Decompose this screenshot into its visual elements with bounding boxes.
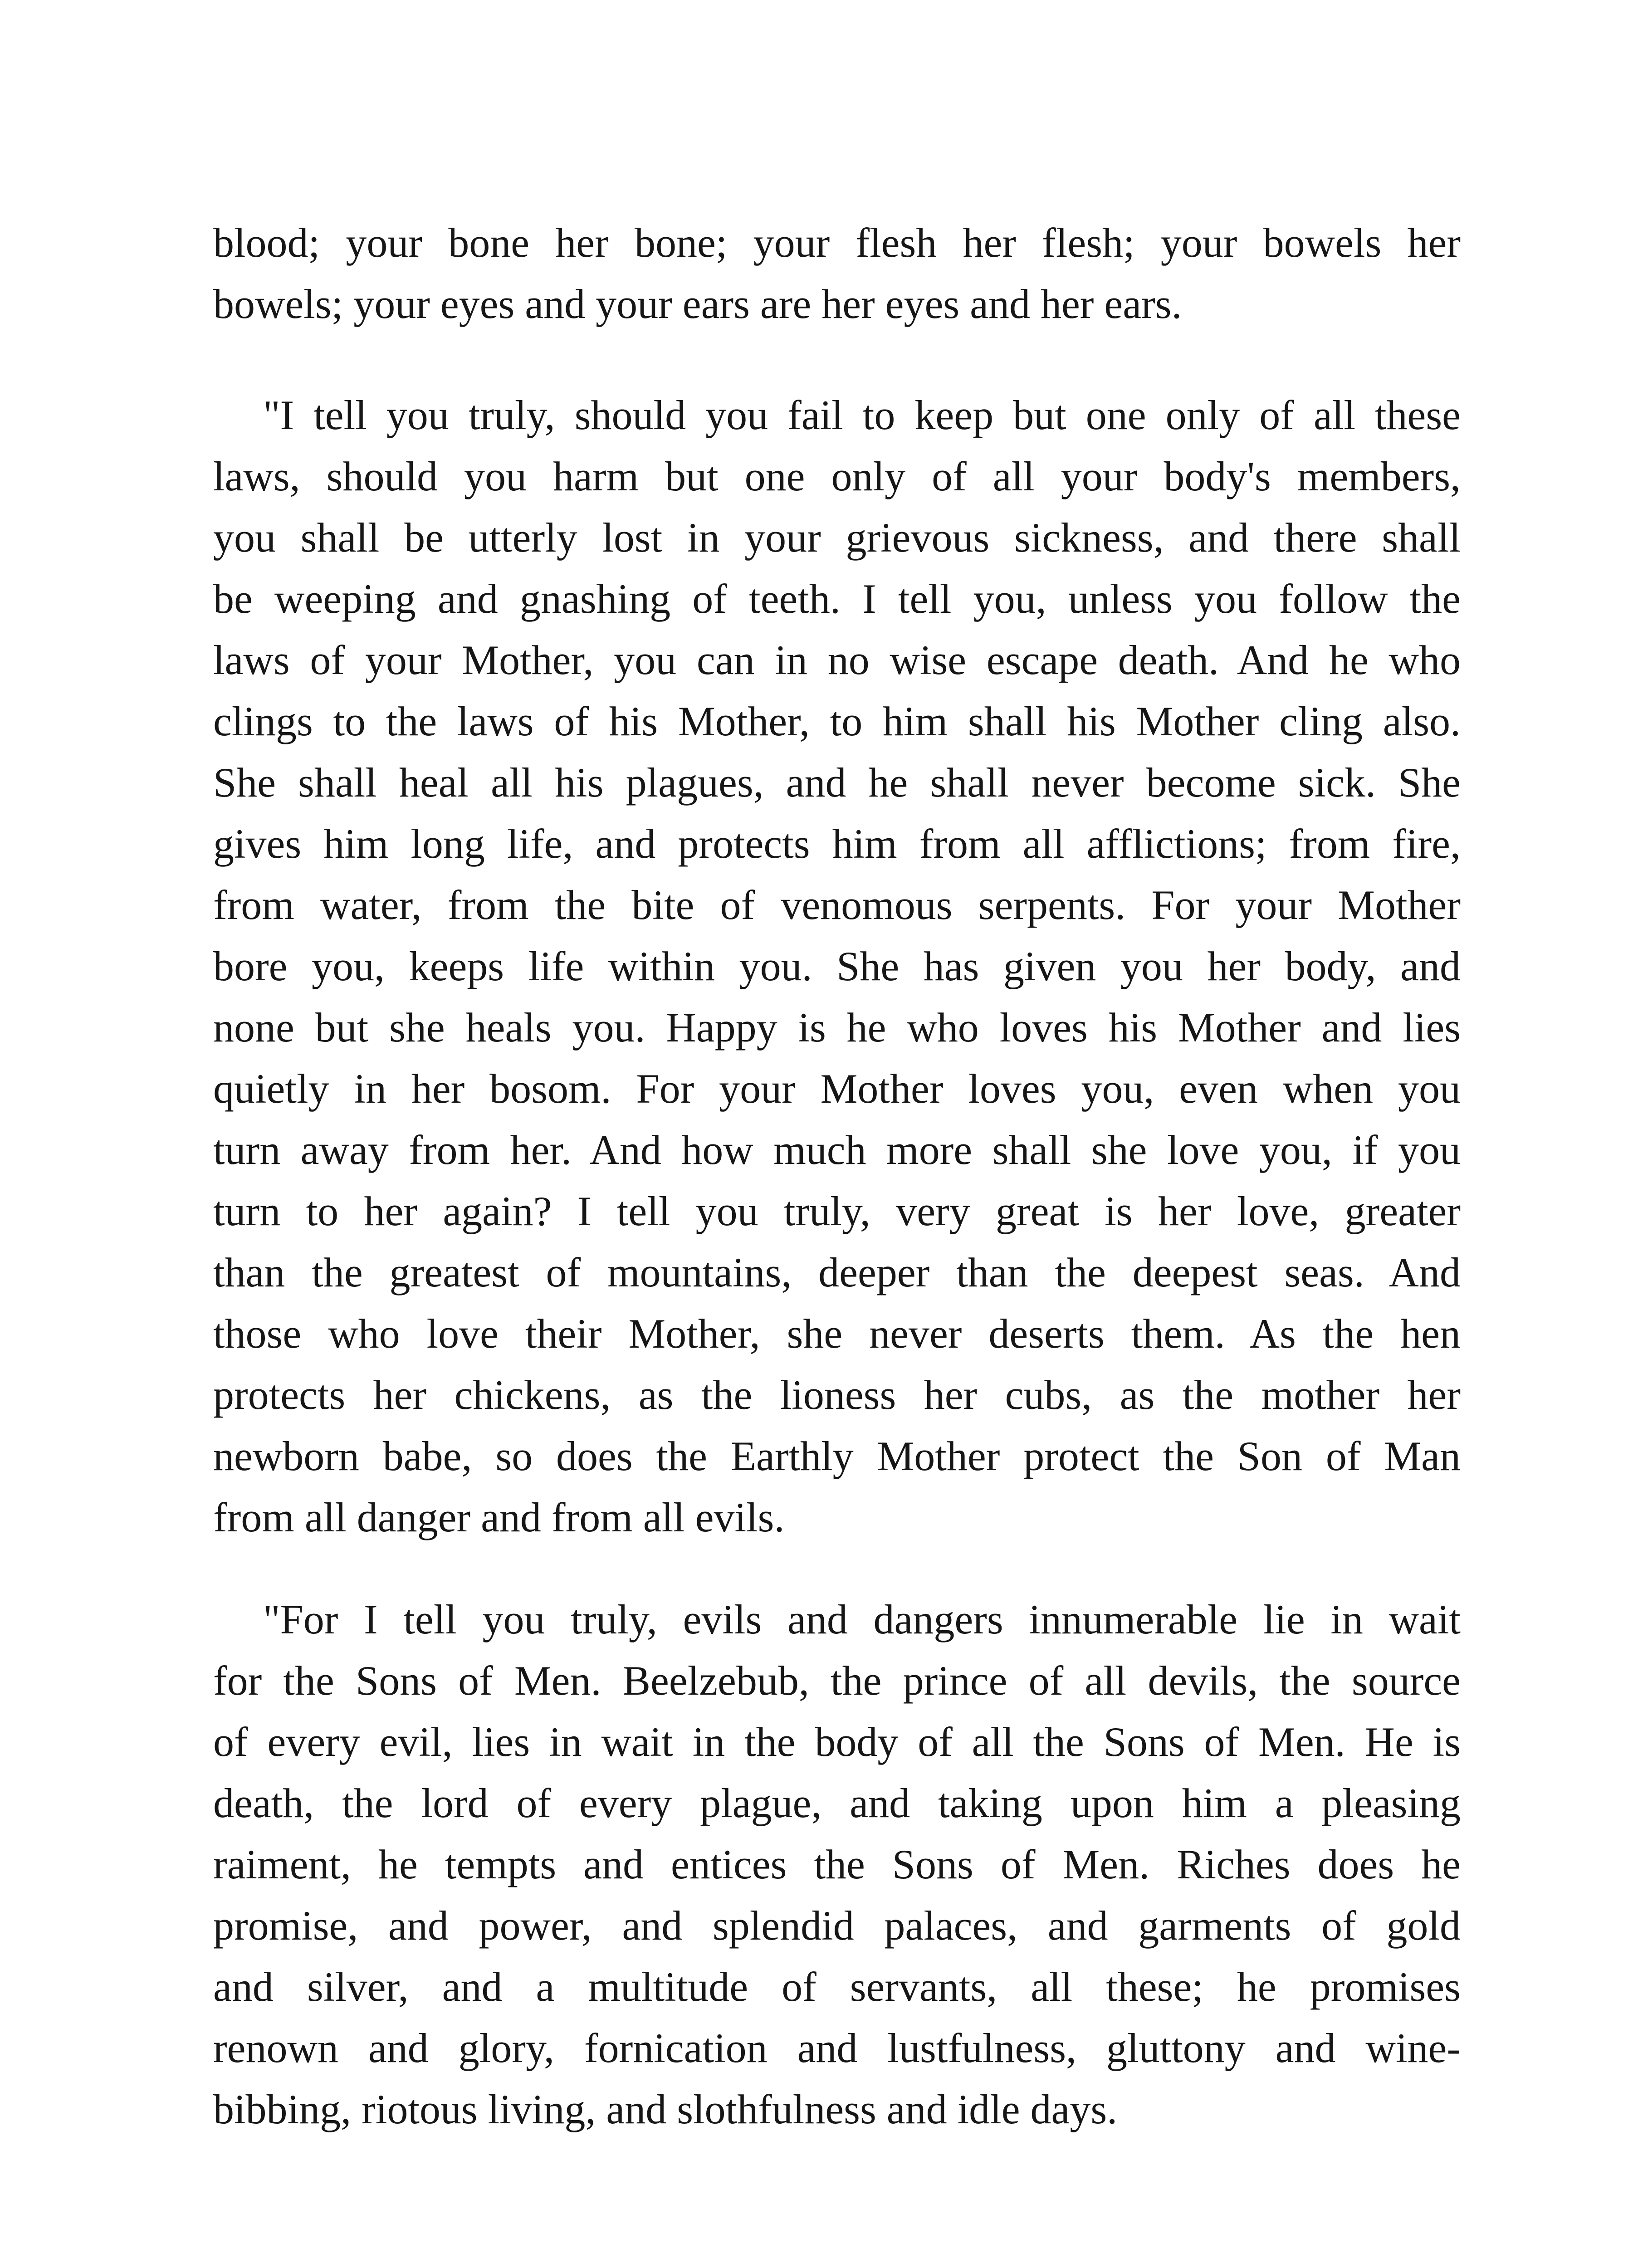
text-line: from water, from the bite of venomous serpents. For your Mother	[213, 882, 1461, 928]
text-line: She shall heal all his plagues, and he shall never become sick. She	[213, 759, 1461, 806]
text-line: blood; your bone her bone; your flesh her flesh; your bowels her	[213, 220, 1461, 266]
text-line: "I tell you truly, should you fail to keep but one only of all these	[263, 392, 1461, 438]
text-line: promise, and power, and splendid palaces, and garments of gold	[213, 1902, 1461, 1949]
text-line: than the greatest of mountains, deeper than the deepest seas. And	[213, 1249, 1461, 1295]
text-line: turn away from her. And how much more shall she love you, if you	[213, 1127, 1461, 1173]
paragraph-2	[213, 385, 1461, 1548]
text-line: renown and glory, fornication and lustfulness, gluttony and wine-	[213, 2025, 1461, 2071]
text-line: "For I tell you truly, evils and dangers innumerable lie in wait	[263, 1596, 1461, 1642]
text-line: turn to her again? I tell you truly, very great is her love, greater	[213, 1188, 1461, 1234]
text-line: and silver, and a multitude of servants, all these; he promises	[213, 1964, 1461, 2010]
text-line: protects her chickens, as the lioness her cubs, as the mother her	[213, 1372, 1461, 1418]
text-line: newborn babe, so does the Earthly Mother protect the Son of Man	[213, 1433, 1461, 1479]
text-line: bore you, keeps life within you. She has given you her body, and	[213, 943, 1461, 989]
text-line: bowels; your eyes and your ears are her eyes and her ears.	[213, 281, 1182, 327]
paragraph-1	[213, 212, 1461, 335]
text-line: clings to the laws of his Mother, to him shall his Mother cling also.	[213, 698, 1461, 744]
text-line: of every evil, lies in wait in the body of all the Sons of Men. He is	[213, 1719, 1461, 1765]
text-line: those who love their Mother, she never deserts them. As the hen	[213, 1310, 1461, 1357]
page-number	[1416, 2263, 1456, 2268]
text-line: be weeping and gnashing of teeth. I tell you, unless you follow the	[213, 576, 1461, 622]
text-line: death, the lord of every plague, and taking upon him a pleasing	[213, 1780, 1461, 1826]
text-line: quietly in her bosom. For your Mother loves you, even when you	[213, 1066, 1461, 1112]
text-line: gives him long life, and protects him from all afflictions; from fire,	[213, 821, 1461, 867]
text-line: you shall be utterly lost in your grievous sickness, and there shall	[213, 514, 1461, 561]
text-line: raiment, he tempts and entices the Sons of Men. Riches does he	[213, 1841, 1461, 1887]
text-line: bibbing, riotous living, and slothfulness and idle days.	[213, 2086, 1118, 2132]
text-line: for the Sons of Men. Beelzebub, the prince of all devils, the source	[213, 1657, 1461, 1704]
paragraph-3	[213, 1589, 1461, 2140]
text-line: laws, should you harm but one only of all your body's members,	[213, 453, 1461, 499]
text-line: none but she heals you. Happy is he who loves his Mother and lies	[213, 1004, 1461, 1051]
text-line: from all danger and from all evils.	[213, 1494, 785, 1540]
text-line: laws of your Mother, you can in no wise escape death. And he who	[213, 637, 1461, 683]
